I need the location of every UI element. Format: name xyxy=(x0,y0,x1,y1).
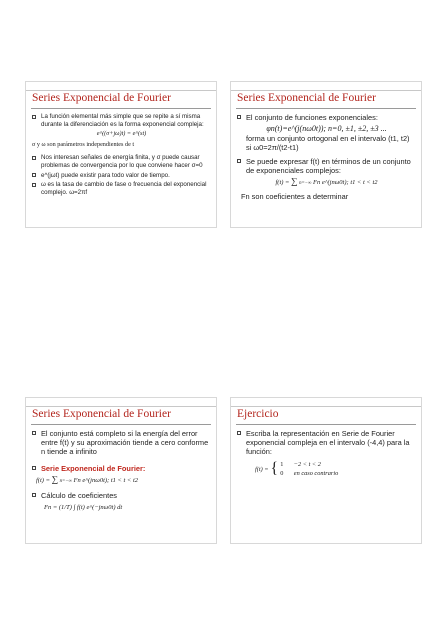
coefficients-note: Fn son coeficientes a determinar xyxy=(241,192,349,201)
case-one xyxy=(280,460,338,469)
slide-title: Ejercicio xyxy=(237,408,279,420)
formula-note: σ y ω son parámetros independientes de t xyxy=(32,140,135,148)
slide-topbar xyxy=(26,398,216,407)
square-bullet-icon xyxy=(237,159,241,163)
bullet-text: El conjunto de funciones exponenciales: xyxy=(246,113,378,122)
formula-term: Fn e^(jnω0t); xyxy=(73,477,110,484)
sum-symbol: ∑ xyxy=(291,176,298,186)
slide-body xyxy=(237,113,416,223)
case-zero xyxy=(280,469,338,478)
bullet-text: e^(jωt) puede existir para todo valor de tiempo. xyxy=(41,171,170,179)
slide-topbar xyxy=(231,398,421,407)
brace-icon: { xyxy=(270,460,279,477)
square-bullet-icon xyxy=(32,466,36,470)
formula-interval: t1 < t < t2 xyxy=(110,477,139,484)
case-condition: −2 < t < 2 xyxy=(293,461,321,468)
slide-body xyxy=(32,113,211,223)
case-condition: en caso contrario xyxy=(293,470,339,477)
title-rule xyxy=(31,108,211,109)
bullet-item xyxy=(237,113,416,122)
bullet-text-highlight: Serie Exponencial de Fourier: xyxy=(41,464,146,473)
slide-topbar xyxy=(231,82,421,91)
bullet-item xyxy=(32,464,211,473)
slide-2 xyxy=(230,81,422,228)
bullet-text: Nos interesan señales de energía finita, y σ puede causar problemas de convergencia por lo que conviene hacer σ=0 xyxy=(41,154,203,169)
bullet-item xyxy=(32,181,211,196)
slide-1 xyxy=(25,81,217,228)
formula-lhs: f(t) = xyxy=(275,179,290,186)
bullet-text: Escriba la representación en Serie de Fourier exponencial compleja en el intervalo (-4,4) para la función: xyxy=(246,429,410,456)
formula-coefficients: Fn = (1/T) ∫ f(t) e^(−jnω0t) dt xyxy=(44,504,123,511)
square-bullet-icon xyxy=(32,493,36,497)
bullet-item xyxy=(237,157,416,175)
slide-title: Series Exponencial de Fourier xyxy=(237,92,376,104)
formula-exponential: e^((σ+jω)t) = e^(st) xyxy=(96,130,147,138)
bullet-text: El conjunto está completo si la energía del error entre f(t) y su aproximación tiende a cero conforme n tiende a infinito xyxy=(41,429,209,456)
formula-series xyxy=(237,177,416,188)
slide-title: Series Exponencial de Fourier xyxy=(32,408,171,420)
slide-title: Series Exponencial de Fourier xyxy=(32,92,171,104)
bullet-item xyxy=(32,491,211,500)
formula-series xyxy=(36,475,211,486)
sum-symbol: ∑ xyxy=(51,474,58,484)
title-rule xyxy=(236,108,416,109)
bullet-item xyxy=(32,113,211,128)
bullet-item xyxy=(32,172,211,180)
square-bullet-icon xyxy=(237,431,241,435)
title-rule xyxy=(31,424,211,425)
case-value: 1 xyxy=(280,461,284,468)
slide-topbar xyxy=(26,82,216,91)
bullet-text: La función elemental más simple que se repite a sí misma durante la diferenciación es la forma exponencial compleja: xyxy=(41,113,204,128)
square-bullet-icon xyxy=(237,115,241,119)
slide-body xyxy=(32,429,211,539)
square-bullet-icon xyxy=(32,431,36,435)
formula-term: Fn e^(jnω0t); xyxy=(313,179,349,186)
bullet-item xyxy=(32,154,211,169)
formula-piecewise xyxy=(255,460,416,478)
sum-limit: n=−∞ xyxy=(59,479,72,484)
square-bullet-icon xyxy=(32,173,36,177)
formula-lhs: f(t) = xyxy=(36,477,50,484)
bullet-text: ω es la tasa de cambio de fase o frecuencia del exponencial complejo. ω=2πf xyxy=(41,181,207,196)
bullet-text: Se puede expresar f(t) en términos de un conjunto de exponenciales complejos: xyxy=(246,157,411,175)
slide-3 xyxy=(25,397,217,544)
bullet-item xyxy=(32,429,211,456)
formula-lhs: f(t) = xyxy=(255,465,269,473)
formula-interval: t1 < t < t2 xyxy=(350,179,378,186)
slide-4 xyxy=(230,397,422,544)
square-bullet-icon xyxy=(32,115,36,119)
sum-limit: n=−∞ xyxy=(299,181,312,186)
piecewise-cases xyxy=(280,460,338,478)
case-value: 0 xyxy=(280,470,284,477)
slide-body xyxy=(237,429,416,539)
bullet-item xyxy=(237,429,416,456)
square-bullet-icon xyxy=(32,183,36,187)
square-bullet-icon xyxy=(32,156,36,160)
formula-basis: φn(t)=e^(j(nω0t)); n=0, ±1, ±2, ±3 ... xyxy=(266,124,387,133)
bullet-continuation: forma un conjunto ortogonal en el intervalo (t1, t2) si ω0=2π/(t2-t1) xyxy=(246,134,410,152)
bullet-text: Cálculo de coeficientes xyxy=(41,491,118,500)
title-rule xyxy=(236,424,416,425)
